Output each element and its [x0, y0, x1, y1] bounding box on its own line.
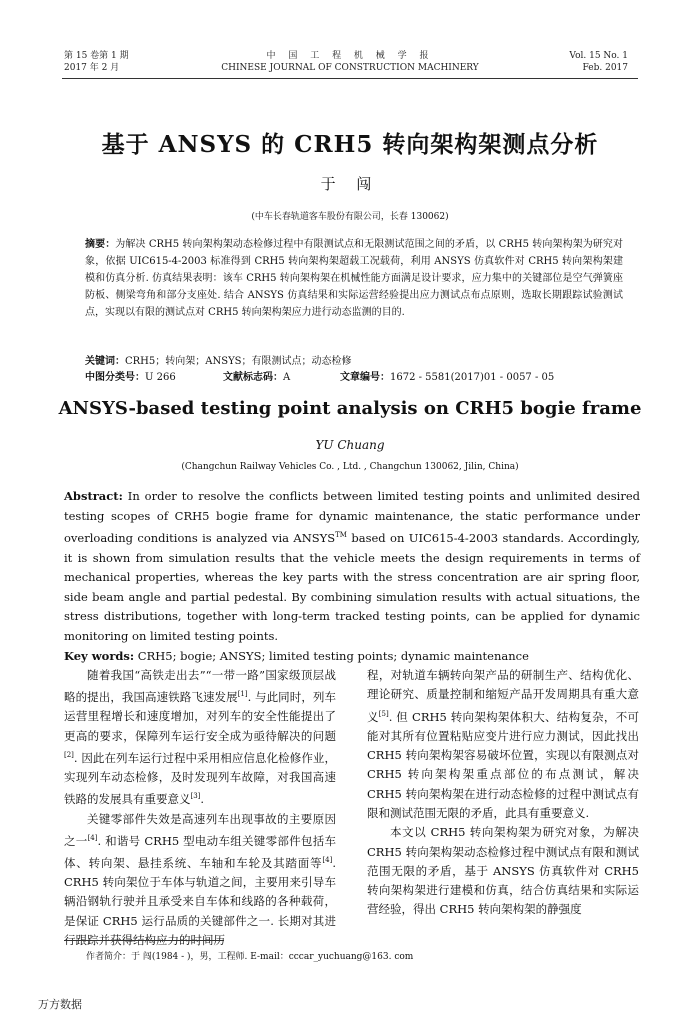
header-divider	[62, 78, 638, 79]
keywords-cn-text: CRH5；转向架；ANSYS；有限测试点；动态检修	[125, 356, 352, 367]
header-volume-issue-en: Vol. 15 No. 1	[569, 51, 628, 61]
author-name-en: YU Chuang	[315, 438, 385, 452]
abstract-en-label: Abstract:	[64, 489, 123, 503]
document-code: 文献标志码：A	[223, 372, 291, 383]
footnote-divider	[64, 940, 224, 941]
citation: [5]	[378, 709, 389, 718]
abstract-cn	[85, 236, 623, 321]
paper-title-en: ANSYS-based testing point analysis on CRH5 bogie frame	[58, 398, 642, 419]
journal-name-cn: 中 国 工 程 机 械 学 报	[266, 51, 434, 61]
citation: [4]	[322, 855, 333, 864]
keywords-en-label: Key words:	[64, 648, 135, 663]
clc-number: 中图分类号：U 266	[85, 372, 176, 383]
abstract-cn-text: 为解决 CRH5 转向架构架动态检修过程中有限测试点和无限测试范围之间的矛盾，以 CRH5 转向架构架为研究对象，依据 UIC615-4-2003 标准得到 CRH5 转向架构架超载工况载荷，利用 ANSYS 仿真软件对 CRH5 转向架构架建模和仿真分析. 仿真结果表明：该车 CRH5 转向架构架在机械性能方面满足设计要求，应力集中的关键部位是空气弹簧座防板、侧梁弯角和部分支座处. 结合 ANSYS 仿真结果和实际运营经验提出应力测试点布点原则，选取长期跟踪试验测试点，实现以有限的测试点对 CRH5 转向架构架应力进行动态监测的目的.	[85, 239, 623, 318]
citation: [3]	[190, 792, 201, 801]
keywords-en-text: CRH5; bogie; ANSYS; limited testing points; dynamic maintenance	[134, 648, 529, 663]
watermark: 万方数据	[38, 998, 82, 1011]
header-volume-cn	[64, 50, 129, 74]
keywords-cn	[85, 354, 625, 369]
paper-title-cn: 基于 ANSYS 的 CRH5 转向架构架测点分析	[101, 131, 599, 158]
body-column-left	[64, 666, 336, 950]
body-paragraph: 随着我国“高铁走出去”“一带一路”国家级顶层战略的提出，我国高速铁路飞速发展[1]. 与此同时，列车运营里程增长和速度增加，对列车的安全性能提出了更高的要求，保障列车运行安全成为亟待解决的问题[2]. 因此在列车运行过程中采用相应信息化检修作业，实现列车动态检修，及时发现列车故障，对我国高速铁路的发展具有重要意义[3].	[64, 668, 336, 807]
citation: [2]	[64, 751, 74, 760]
citation: [4]	[87, 833, 98, 842]
affiliation-cn: (中车长春轨道客车股份有限公司，长春 130062)	[251, 212, 449, 222]
body-column-right	[367, 666, 639, 920]
body-paragraph: 关键零部件失效是高速列车出现事故的主要原因之一[4]. 和谐号 CRH5 型电动车组关键零部件包括车体、转向架、悬挂系统、车轴和车轮及其踏面等[4]. CRH5 转向架位于车体与轨道之间，主要用来引导车辆沿钢轨行驶并且承受来自车体和线路的各种载荷，是保证 CRH5 运行品质的关键部件之一. 长期对其进行跟踪并获得结构应力的时间历	[64, 811, 336, 947]
header-journal	[200, 50, 500, 74]
author-footnote: 作者简介：于 闯(1984 - )，男，工程师. E-mail：cccar_yuchuang@163. com	[86, 952, 414, 962]
citation: [1]	[237, 690, 248, 699]
body-paragraph: 本文以 CRH5 转向架构架为研究对象，为解决 CRH5 转向架构架动态检修过程中测试点有限和测试范围无限的矛盾，基于 ANSYS 仿真软件对 CRH5 转向架构架进行建模和仿真，结合仿真结果和实际运营经验，得出 CRH5 转向架构架的静强度	[367, 825, 639, 917]
header-volume-en	[569, 50, 628, 74]
abstract-cn-label: 摘要：	[85, 239, 116, 250]
abstract-en	[64, 487, 640, 666]
keywords-cn-label: 关键词：	[85, 356, 125, 367]
header-date-cn: 2017 年 2 月	[64, 63, 120, 73]
abstract-en-text-b: based on UIC615-4-2003 standards. Accordingly, it is shown from simulation results that the vehicle meets the design requirements in terms of mechanical properties, whereas the key parts with the stress concentration are air spring floor, side beam angle and partial pedestal. By combining simulation results with actual situations, the stress distributions, together with long-term tracked testing points, can be applied for dynamic monitoring on limited testing points.	[64, 531, 640, 643]
abstract-en-text-a: In order to resolve the conflicts between limited testing points and unlimited desired testing scopes of CRH5 bogie frame for dynamic maintenance, the static performance under overloading conditions is analyzed via ANSYS	[64, 489, 640, 546]
header-date-en: Feb. 2017	[582, 63, 628, 73]
trademark-mark: TM	[335, 531, 347, 540]
article-number: 文章编号：1672 - 5581(2017)01 - 0057 - 05	[340, 372, 555, 383]
classification-row	[85, 370, 625, 385]
affiliation-en: (Changchun Railway Vehicles Co. , Ltd. , Changchun 130062, Jilin, China)	[181, 462, 519, 472]
body-paragraph: 程，对轨道车辆转向架产品的研制生产、结构优化、理论研究、质量控制和缩短产品开发周期具有重大意义[5]. 但 CRH5 转向架构架体积大、结构复杂，不可能对其所有位置粘贴应变片进行应力测试，因此找出 CRH5 转向架构架容易破坏位置，实现以有限测点对 CRH5 转向架构架重点部位的布点测试，解决 CRH5 转向架构架在进行动态检修的过程中测试点有限和测试范围无限的矛盾，此具有重要意义.	[367, 668, 640, 820]
journal-name-en: CHINESE JOURNAL OF CONSTRUCTION MACHINERY	[221, 63, 479, 73]
header-volume-issue: 第 15 卷第 1 期	[64, 51, 129, 61]
author-name-cn: 于 闯	[320, 175, 380, 193]
